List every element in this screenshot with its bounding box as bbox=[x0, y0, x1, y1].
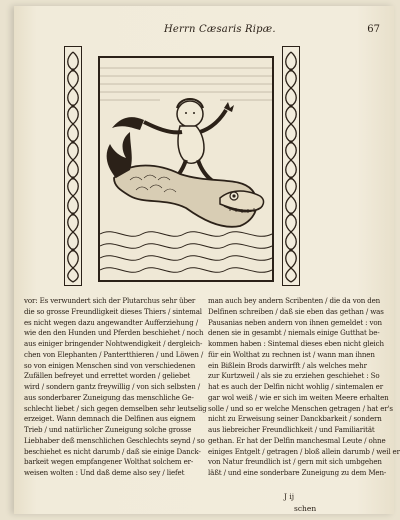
text-line: Trieb / und natürlicher Zuneigung solche grosse bbox=[24, 425, 192, 434]
running-head: Herrn Cæsaris Ripæ. bbox=[164, 24, 276, 35]
text-line: beschiehet es nicht darumb / daß sie einige Danck- bbox=[24, 446, 201, 456]
text-line: aus sonderbarer Zuneigung das menschliche Ge- bbox=[24, 392, 194, 402]
catchword: schen bbox=[294, 504, 317, 513]
woodcut-putto-on-dolphin-icon bbox=[98, 56, 274, 282]
text-line: vor: Es verwundert sich der Plutarchus sehr über bbox=[24, 296, 196, 305]
text-line: nicht zu Erweisung seiner Danckbarkeit / sondern bbox=[208, 414, 382, 424]
text-line: Zufällen befreyet und errettet worden / geliebet bbox=[24, 371, 191, 381]
text-line: weisen wolten : Und daß deme also sey / liefet bbox=[24, 468, 185, 477]
text-line: aus einiger bringender Nohtwendigkeit / dergleich- bbox=[24, 339, 203, 348]
ornament-border-left-icon bbox=[64, 46, 82, 286]
text-line: man auch bey andern Scribenten / die da von den bbox=[208, 296, 381, 305]
text-line: zur Kurtzweil / als sie zu erziehen geschiehet : So bbox=[208, 371, 380, 381]
body-text bbox=[24, 296, 400, 501]
text-line: kommen haben : Sintemal dieses eben nicht gleich bbox=[208, 339, 384, 348]
text-line: läßt / und eine sonderbare Zuneigung zu dem Men- bbox=[208, 468, 387, 477]
text-line: Delfinen schreiben / daß sie eben das gethan / was bbox=[208, 306, 384, 316]
text-line: Pausanias neben andern von ihnen gemeldet : von bbox=[208, 317, 382, 327]
ornament-border-right-icon bbox=[282, 46, 300, 286]
text-line: einiges Entgelt / getragen / bloß allein darumb / weil er bbox=[208, 446, 400, 456]
text-line: erzeiget. Wann demnach die Delfinen aus eignem bbox=[24, 414, 196, 424]
text-line: wie den den Hunden und Pferden beschiehet / noch bbox=[24, 328, 204, 338]
text-column-right bbox=[208, 296, 400, 479]
page-number: 67 bbox=[367, 24, 380, 35]
text-line: schlecht liebet / sich gegen demselben sehr leutselig bbox=[24, 403, 207, 413]
text-line: es nicht wegen dazu angewandter Aufferziehung / bbox=[24, 317, 198, 327]
text-line: für ein Wolthat zu rechnen ist / wann man ihnen bbox=[208, 349, 375, 359]
text-line: denen sie in gesambt / niemals einige Gutthat be- bbox=[208, 328, 380, 338]
text-column-left bbox=[24, 296, 207, 479]
text-line: chen von Elephanten / Pantertthieren / und Löwen / bbox=[24, 349, 204, 359]
text-line: gethan. Er hat der Delfin manchesmal Leute / ohne bbox=[208, 435, 386, 445]
text-line: aus liebreicher Freundlichkeit / und Familiarität bbox=[208, 425, 375, 434]
text-line: so von einigen Menschen sind von verschiedenen bbox=[24, 360, 196, 370]
text-line: Liebhaber deß menschlichen Geschlechts seynd / so bbox=[24, 435, 205, 445]
text-line: solle / und so er welche Menschen getragen / hat er's bbox=[208, 403, 393, 413]
signature-mark: J ij bbox=[284, 492, 295, 501]
book-page bbox=[14, 6, 400, 514]
text-line: gar wol weiß / wie er sich im weiten Meere erhalten bbox=[208, 392, 389, 402]
text-line: hat es auch der Delfin nicht wohlig / sintemalen er bbox=[208, 382, 383, 391]
text-line: wird / sondern gantz freywillig / von sich selbsten / bbox=[24, 382, 201, 391]
text-line: barkeit wegen empfangener Wolthat solchem er- bbox=[24, 457, 194, 467]
text-line: ein Bißlein Brods darwirfft / als welches mehr bbox=[208, 360, 367, 370]
text-line: von Natur freundlich ist / gern mit sich umbgehen bbox=[208, 457, 382, 467]
text-line: die so grosse Freundligkeit dieses Thiers / sintemal bbox=[24, 306, 202, 316]
